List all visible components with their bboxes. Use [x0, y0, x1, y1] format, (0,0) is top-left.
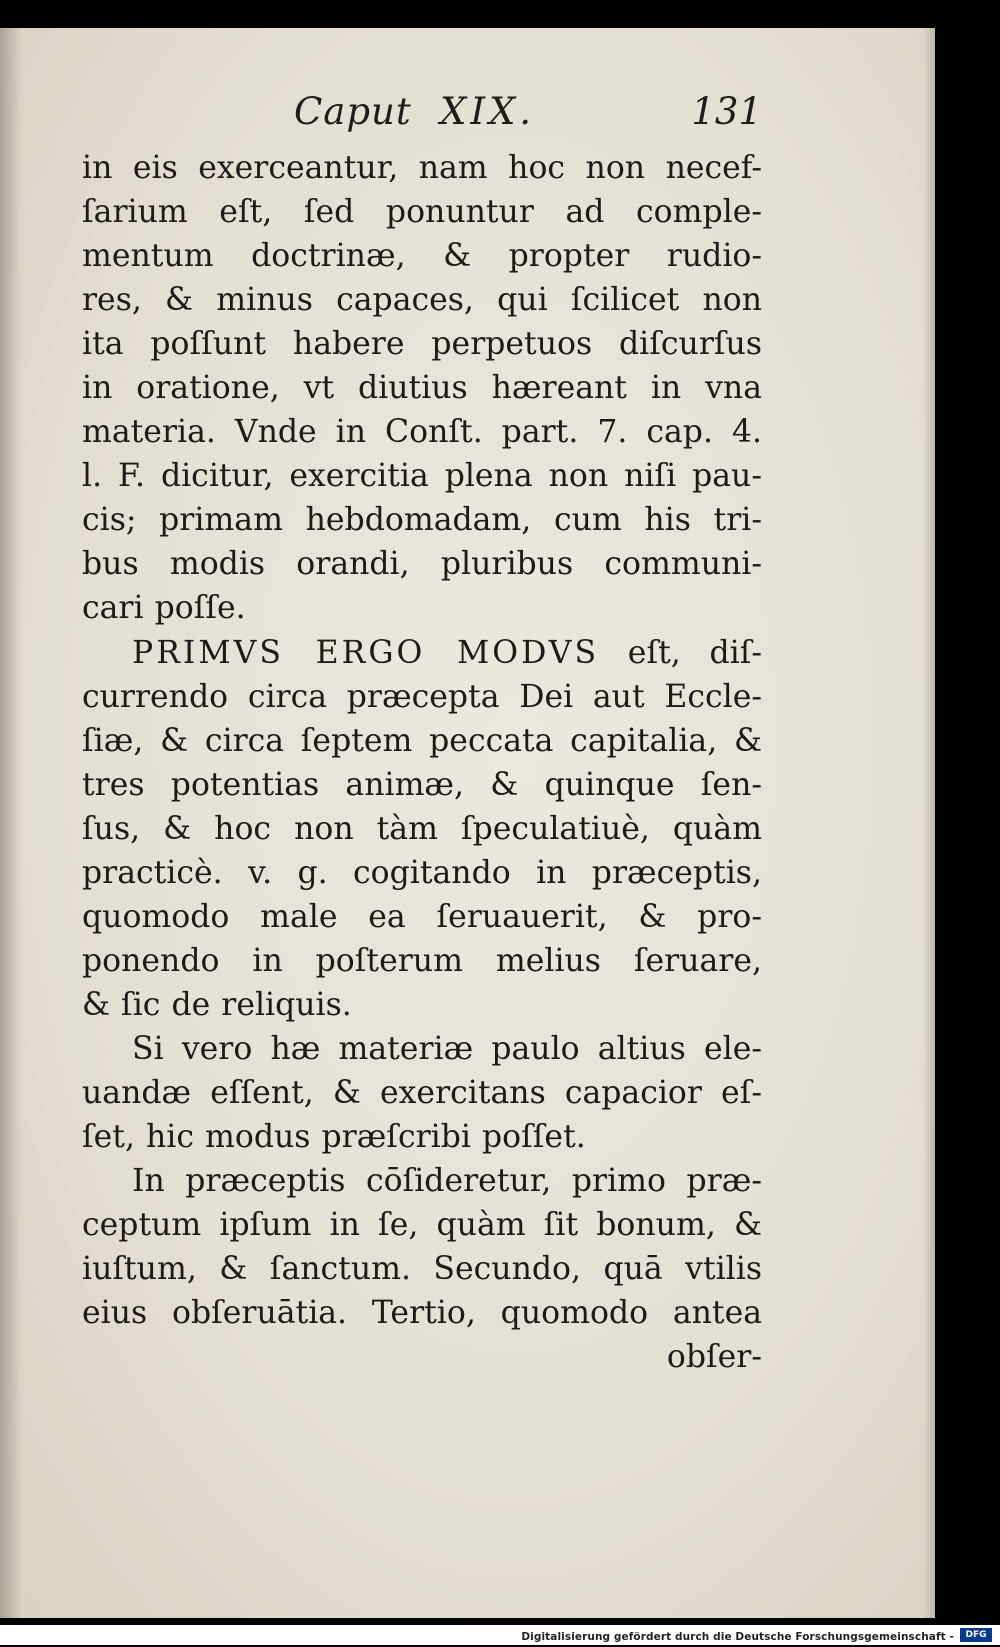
text-line: quomodo male ea ſeruauerit, & pro-	[82, 898, 762, 935]
dfg-logo-icon: DFG	[960, 1628, 992, 1642]
gutter-shadow	[0, 28, 22, 1618]
text-line: bus modis orandi, pluribus communi-	[82, 546, 762, 583]
text-line: uandæ eſſent, & exercitans capacior eſ-	[82, 1074, 762, 1111]
text-fragment: eſt, diſ-	[627, 634, 762, 671]
text-line: eius obſeruātia. Tertio, quomodo antea	[82, 1295, 762, 1332]
text-line: in eis exerceantur, nam hoc non necef-	[82, 150, 762, 186]
text-line: ſus, & hoc non tàm ſpeculatiuè, quàm	[82, 810, 762, 847]
catchword: obſer-	[666, 1339, 762, 1376]
text-line	[82, 631, 762, 675]
text-line: Si vero hæ materiæ paulo altius ele-	[132, 1030, 762, 1067]
body-text	[82, 146, 762, 1379]
text-line: l. F. dicitur, exercitia plena non niſi pau-	[82, 458, 762, 495]
text-line: res, & minus capaces, qui ſcilicet non	[82, 282, 762, 319]
chapter-number: XIX.	[440, 90, 536, 133]
text-line: ita poſſunt habere perpetuos diſcurſus	[82, 326, 762, 363]
text-line: ſarium eſt, ſed ponuntur ad comple-	[82, 194, 762, 231]
text-line: & ſic de reliquis.	[82, 986, 352, 1023]
page-number: 131	[691, 90, 762, 133]
small-caps-phrase: PRIMVS ERGO MODVS	[132, 634, 600, 671]
text-line: tres potentias animæ, & quinque ſen-	[82, 766, 762, 803]
running-title: Caput	[294, 90, 412, 133]
text-line: in oratione, vt diutius hæreant in vna	[82, 370, 762, 407]
text-line: materia. Vnde in Conſt. part. 7. cap. 4.	[82, 414, 762, 451]
text-line: ponendo in poſterum melius ſeruare,	[82, 942, 762, 979]
text-line: mentum doctrinæ, & propter rudio-	[82, 238, 762, 275]
text-line: ceptum ipſum in ſe, quàm ſit bonum, &	[82, 1207, 762, 1244]
text-line: ſet, hic modus præſcribi poſſet.	[82, 1119, 586, 1156]
text-line: cari poſſe.	[82, 590, 246, 627]
text-line: In præceptis cōſideretur, primo præ-	[132, 1163, 762, 1200]
digitization-footer	[0, 1625, 1000, 1645]
book-page	[0, 28, 935, 1618]
text-line: practicè. v. g. cogitando in præceptis,	[82, 854, 762, 891]
text-line: cis; primam hebdomadam, cum his tri-	[82, 502, 762, 539]
running-header	[82, 90, 762, 146]
text-line: currendo circa præcepta Dei aut Eccle-	[82, 678, 762, 715]
text-line: ſiæ, & circa ſeptem peccata capitalia, &	[82, 722, 762, 759]
page-edge	[923, 28, 935, 1618]
text-line: iuſtum, & ſanctum. Secundo, quā vtilis	[82, 1251, 762, 1288]
funding-credit: Digitalisierung gefördert durch die Deutsche Forschungsgemeinschaft -	[521, 1631, 954, 1643]
